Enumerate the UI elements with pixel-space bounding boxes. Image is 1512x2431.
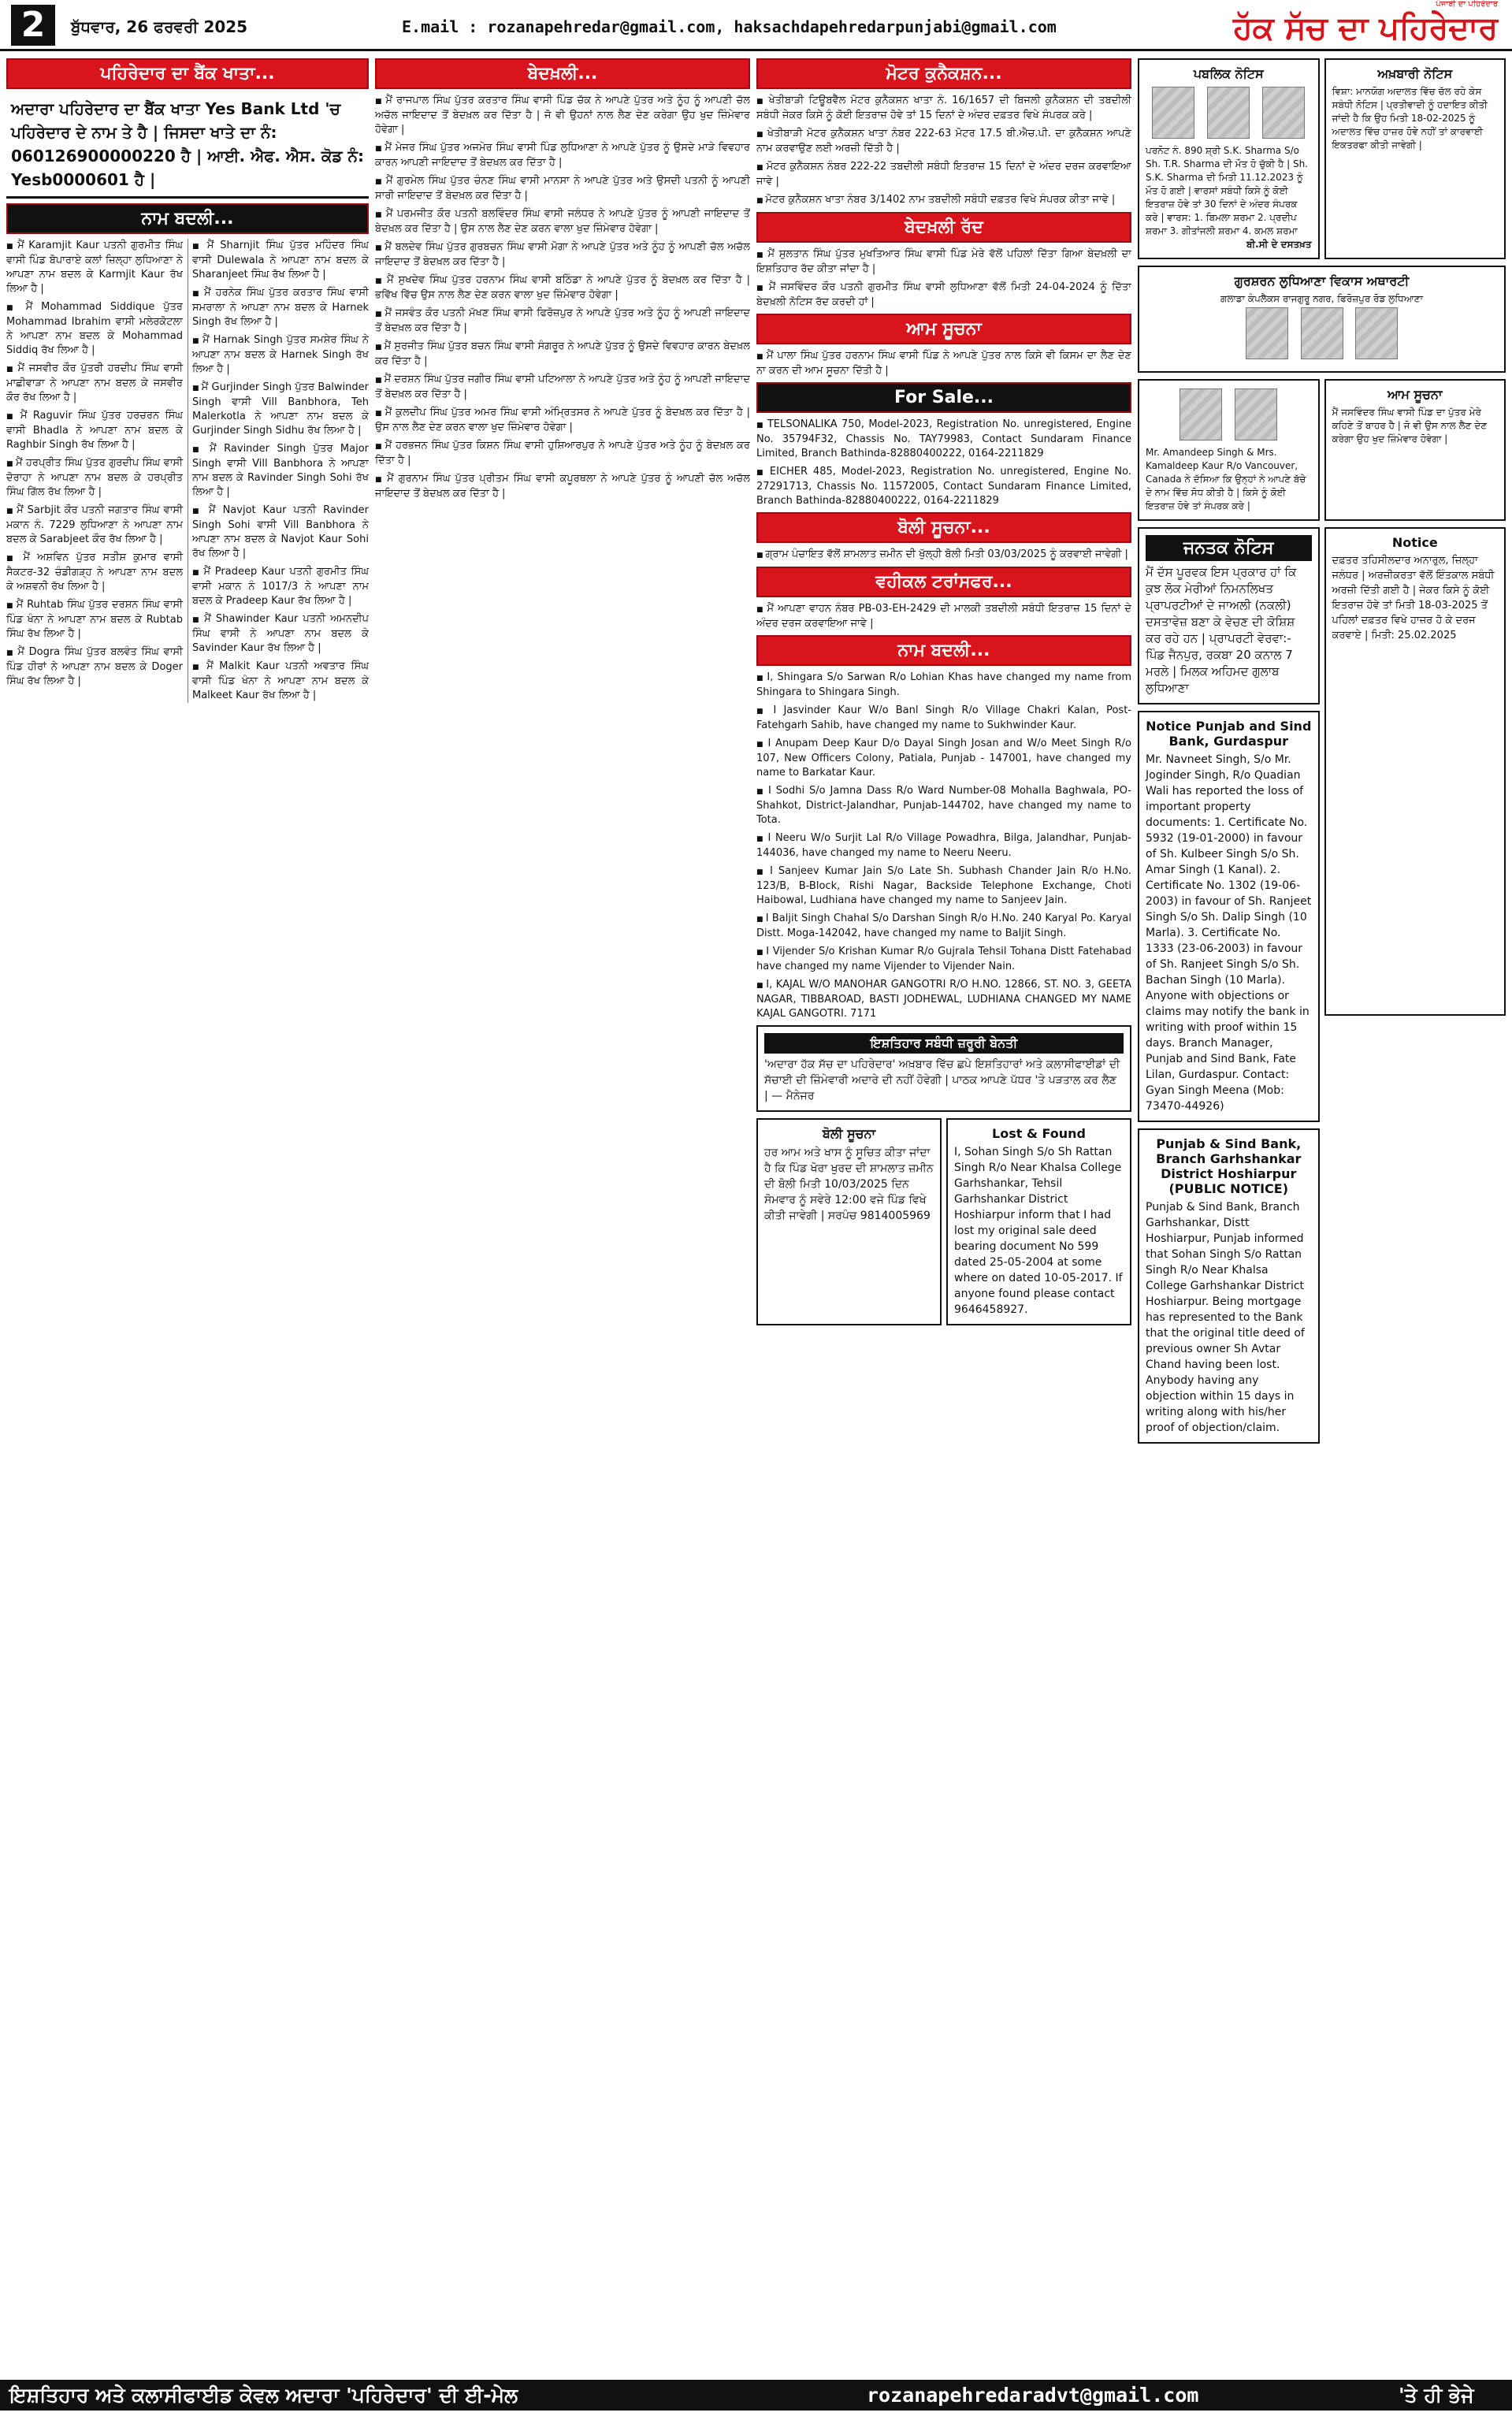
column-4 — [1138, 58, 1506, 2375]
psb-gurdaspur-body: Mr. Navneet Singh, S/o Mr. Joginder Singh, R/o Quadian Wali has reported the loss of important property documents: 1. Certificate No. 5932 (19-01-2000) in favour of Sh. Kulbeer Singh S/o Sh. Amar Singh (1 Kanal). 2. Certificate No. 1302 (19-06-2003) in favour of Sh. Ranjeet Singh S/o Sh. Dalip Singh (10 Marla). 3. Certificate No. 1333 (23-06-2003) in favour of Sh. Ranjeet Singh S/o Sh. Bachan Singh (10 Marla). Anyone with objections or claims may notify the bank in writing with proof within 15 days. Branch Manager, Punjab and Sind Bank, Fate Lilan, Gurdaspur. Contact: Gyan Singh Meena (Mob: 73470-44926) — [1146, 753, 1312, 1113]
auction-heading: ਬੋਲੀ ਸੂਚਨਾ... — [756, 512, 1131, 543]
name-change-entry: ■ I Vijender S/o Krishan Kumar R/o Gujrala Tehsil Tohana Distt Fatehabad have changed my name Vijender to Vijender Nain. — [756, 945, 1131, 974]
public-notice-text: ■ ਮੈਂ ਪਾਲਾ ਸਿੰਘ ਪੁੱਤਰ ਹਰਨਾਮ ਸਿੰਘ ਵਾਸੀ ਪਿੰਡ ਨੇ ਆਪਣੇ ਪੁੱਤਰ ਨਾਲ ਕਿਸੇ ਵੀ ਕਿਸਮ ਦਾ ਲੈਣ ਦੇਣ ਨਾ ਕਰਨ ਦੀ ਆਮ ਸੂਚਨਾ ਦਿੱਤੀ ਹੈ | — [756, 349, 1131, 378]
eviction-entry: ■ ਮੈਂ ਰਾਜਪਾਲ ਸਿੰਘ ਪੁੱਤਰ ਕਰਤਾਰ ਸਿੰਘ ਵਾਸੀ ਪਿੰਡ ਚੱਕ ਨੇ ਆਪਣੇ ਪੁੱਤਰ ਅਤੇ ਨੂੰਹ ਨੂੰ ਆਪਣੀ ਚੱਲ ਅਚੱਲ ਜਾਇਦਾਦ ਤੋਂ ਬੇਦਖ਼ਲ ਕਰ ਦਿੱਤਾ ਹੈ | ਜੋ ਵੀ ਉਹਨਾਂ ਨਾਲ ਲੈਣ ਦੇਣ ਕਰੇਗਾ ਉਹ ਖੁਦ ਜ਼ਿੰਮੇਵਾਰ ਹੋਵੇਗਾ | — [375, 94, 750, 137]
important-request-box — [756, 1025, 1131, 1112]
auction-ad-box — [756, 1118, 942, 1325]
court-notice-title: ਅਖ਼ਬਾਰੀ ਨੋਟਿਸ — [1377, 66, 1453, 81]
court-notice-body: ਵਿਸ਼ਾ: ਮਾਨਯੋਗ ਅਦਾਲਤ ਵਿੱਚ ਚੱਲ ਰਹੇ ਕੇਸ ਸਬੰਧੀ ਨੋਟਿਸ | ਪ੍ਰਤੀਵਾਦੀ ਨੂੰ ਹਦਾਇਤ ਕੀਤੀ ਜਾਂਦੀ ਹੈ ਕਿ ਉਹ ਮਿਤੀ 18-02-2025 ਨੂੰ ਅਦਾਲਤ ਵਿੱਚ ਹਾਜ਼ਰ ਹੋਵੇ ਨਹੀਂ ਤਾਂ ਕਾਰਵਾਈ ਇਕਤਰਫਾ ਕੀਤੀ ਜਾਵੇਗੀ | — [1332, 86, 1488, 151]
column-2 — [375, 58, 750, 2375]
general-notice-title: ਆਮ ਸੂਚਨਾ — [1387, 387, 1443, 402]
vehicle-transfer-text: ■ ਮੈਂ ਆਪਣਾ ਵਾਹਨ ਨੰਬਰ PB-03-EH-2429 ਦੀ ਮਾਲਕੀ ਤਬਦੀਲੀ ਸਬੰਧੀ ਇਤਰਾਜ਼ 15 ਦਿਨਾਂ ਦੇ ਅੰਦਰ ਦਰਜ ਕਰਵਾਇਆ ਜਾਵੇ | — [756, 602, 1131, 631]
eviction-entry: ■ ਮੈਂ ਸੁਰਜੀਤ ਸਿੰਘ ਪੁੱਤਰ ਬਚਨ ਸਿੰਘ ਵਾਸੀ ਸੰਗਰੂਰ ਨੇ ਆਪਣੇ ਪੁੱਤਰ ਨੂੰ ਉਸਦੇ ਵਿਵਹਾਰ ਕਾਰਨ ਬੇਦਖ਼ਲ ਕਰ ਦਿੱਤਾ ਹੈ | — [375, 340, 750, 369]
issue-date: ਬੁੱਧਵਾਰ, 26 ਫਰਵਰੀ 2025 — [71, 17, 248, 36]
psb-gurdaspur-box — [1138, 711, 1320, 1122]
name-change-entry: ■ ਮੈਂ Navjot Kaur ਪਤਨੀ Ravinder Singh Sohi ਵਾਸੀ Vill Banbhora ਨੇ ਆਪਣਾ ਨਾਮ ਬਦਲ ਕੇ Navjot Kaur Sohi ਰੱਖ ਲਿਆ ਹੈ | — [192, 504, 369, 561]
for-sale-entry: ■ TELSONALIKA 750, Model-2023, Registration No. unregistered, Engine No. 35794F32, Chassis No. TAY79983, Contact Sundaram Finance Limited, Branch Bathinda-82880400222, 0164-2211829 — [756, 418, 1131, 461]
eviction-list — [375, 94, 750, 501]
janak-notice-title: ਜਨਤਕ ਨੋਟਿਸ — [1146, 535, 1312, 561]
eviction-entry: ■ ਮੈਂ ਦਰਸ਼ਨ ਸਿੰਘ ਪੁੱਤਰ ਜਗੀਰ ਸਿੰਘ ਵਾਸੀ ਪਟਿਆਲਾ ਨੇ ਆਪਣੇ ਪੁੱਤਰ ਅਤੇ ਨੂੰਹ ਨੂੰ ਆਪਣੀ ਜਾਇਦਾਦ ਤੋਂ ਬੇਦਖ਼ਲ ਕਰ ਦਿੱਤਾ ਹੈ | — [375, 373, 750, 402]
masthead-subtitle: ਪੰਜਾਬੀ ਦਾ ਪਹਿਰੇਦਾਰ — [1436, 0, 1498, 9]
name-change-entry: ■ ਮੈਂ Sarbjit ਕੌਰ ਪਤਨੀ ਜਗਤਾਰ ਸਿੰਘ ਵਾਸੀ ਮਕਾਨ ਨੰ. 7229 ਲੁਧਿਆਣਾ ਨੇ ਆਪਣਾ ਨਾਮ ਬਦਲ ਕੇ Sarabjeet ਕੌਰ ਰੱਖ ਲਿਆ ਹੈ | — [6, 504, 183, 547]
name-change-entry: ■ I Baljit Singh Chahal S/o Darshan Singh R/o H.No. 240 Karyal Po. Karyal Distt. Moga-142042, have changed my name to Baljit Singh. — [756, 912, 1131, 941]
name-change-entry: ■ ਮੈਂ Raguvir ਸਿੰਘ ਪੁੱਤਰ ਹਰਚਰਨ ਸਿੰਘ ਵਾਸੀ Bhadla ਨੇ ਆਪਣਾ ਨਾਮ ਬਦਲ ਕੇ Raghbir Singh ਰੱਖ ਲਿਆ ਹੈ | — [6, 409, 183, 452]
lost-found-text: I, Sohan Singh S/o Sh Rattan Singh R/o Near Khalsa College Garhshankar, Tehsil Garhshankar District Hoshiarpur inform that I had lost my original sale deed bearing document No 599 dated 25-05-2004 at some where on dated 10-05-2017. If anyone found please contact 9646458927. — [954, 1146, 1123, 1316]
canada-photos — [1146, 387, 1312, 446]
public-notice-title: ਪਬਲਿਕ ਨੋਟਿਸ — [1193, 66, 1264, 81]
motor-entry: ■ ਮੋਟਰ ਕੁਨੈਕਸ਼ਨ ਖਾਤਾ ਨੰਬਰ 3/1402 ਨਾਮ ਤਬਦੀਲੀ ਸਬੰਧੀ ਦਫ਼ਤਰ ਵਿਖੇ ਸੰਪਰਕ ਕੀਤਾ ਜਾਵੇ | — [756, 193, 1131, 208]
motor-list — [756, 94, 1131, 208]
eviction-cancel-list — [756, 247, 1131, 310]
psb-gurdaspur-title: Notice Punjab and Sind Bank, Gurdaspur — [1146, 719, 1312, 749]
motor-entry: ■ ਖੇਤੀਬਾੜੀ ਮੋਟਰ ਕੁਨੈਕਸ਼ਨ ਖਾਤਾ ਨੰਬਰ 222-63 ਮੋਟਰ 17.5 ਬੀ.ਐਚ.ਪੀ. ਦਾ ਕੁਨੈਕਸ਼ਨ ਆਪਣੇ ਨਾਮ ਕਰਵਾਉਣ ਲਈ ਅਰਜ਼ੀ ਦਿੱਤੀ ਹੈ | — [756, 127, 1131, 156]
vehicle-transfer-heading: ਵਹੀਕਲ ਟਰਾਂਸਫਰ... — [756, 567, 1131, 597]
masthead-logo: ਹੱਕ ਸੱਚ ਦਾ ਪਹਿਰੇਦਾਰ — [1233, 9, 1498, 46]
tehsildar-notice-box — [1324, 527, 1506, 1016]
person-photo — [1246, 307, 1288, 359]
person-photo — [1180, 388, 1222, 440]
eviction-cancel-entry: ■ ਮੈਂ ਜਸਵਿੰਦਰ ਕੌਰ ਪਤਨੀ ਗੁਰਮੀਤ ਸਿੰਘ ਵਾਸੀ ਲੁਧਿਆਣਾ ਵੱਲੋਂ ਮਿਤੀ 24-04-2024 ਨੂੰ ਦਿੱਤਾ ਬੇਦਖ਼ਲੀ ਨੋਟਿਸ ਰੱਦ ਕਰਦੀ ਹਾਂ | — [756, 281, 1131, 310]
footer-text: ਇਸ਼ਤਿਹਾਰ ਅਤੇ ਕਲਾਸੀਫਾਈਡ ਕੇਵਲ ਅਦਾਰਾ 'ਪਹਿਰੇਦਾਰ' ਦੀ ਈ-ਮੇਲ — [9, 2384, 518, 2407]
name-change-entry: ■ ਮੈਂ Malkit Kaur ਪਤਨੀ ਅਵਤਾਰ ਸਿੰਘ ਵਾਸੀ ਪਿੰਡ ਖੰਨਾ ਨੇ ਆਪਣਾ ਨਾਮ ਬਦਲ ਕੇ Malkeet Kaur ਰੱਖ ਲਿਆ ਹੈ | — [192, 660, 369, 703]
canada-notice-body: Mr. Amandeep Singh & Mrs. Kamaldeep Kaur R/o Vancouver, Canada ਨੇ ਦੱਸਿਆ ਕਿ ਉਨ੍ਹਾਂ ਨੇ ਆਪਣੇ ਬੱਚੇ ਦੇ ਨਾਮ ਵਿੱਚ ਸੋਧ ਕੀਤੀ ਹੈ | ਕਿਸੇ ਨੂੰ ਕੋਈ ਇਤਰਾਜ਼ ਹੋਵੇ ਤਾਂ ਸੰਪਰਕ ਕਰੇ | — [1146, 447, 1306, 511]
name-change-entry: ■ I, KAJAL W/O MANOHAR GANGOTRI R/O H.NO. 12866, ST. NO. 3, GEETA NAGAR, TIBBAROAD, BASTI JODHEWAL, LUDHIANA CHANGED MY NAME KAJAL GANGOTRI. 7171 — [756, 978, 1131, 1021]
name-change-heading: ਨਾਮ ਬਦਲੀ... — [6, 203, 369, 234]
name-change-entry: ■ ਮੈਂ Gurjinder Singh ਪੁੱਤਰ Balwinder Singh ਵਾਸੀ Vill Banbhora, Teh Malerkotla ਨੇ ਆਪਣਾ ਨਾਮ ਬਦਲ ਕੇ Gurjinder Singh Sidhu ਰੱਖ ਲਿਆ ਹੈ | — [192, 381, 369, 438]
bank-heading: ਪਹਿਰੇਦਾਰ ਦਾ ਬੈਂਕ ਖਾਤਾ... — [6, 58, 369, 89]
motor-heading: ਮੋਟਰ ਕੁਨੈਕਸ਼ਨ... — [756, 58, 1131, 89]
canada-notice-box — [1138, 379, 1320, 521]
name-change-entry: ■ ਮੈਂ Ruhtab ਸਿੰਘ ਪੁੱਤਰ ਦਰਸ਼ਨ ਸਿੰਘ ਵਾਸੀ ਪਿੰਡ ਖੰਨਾ ਨੇ ਆਪਣਾ ਨਾਮ ਬਦਲ ਕੇ Rubtab ਸਿੰਘ ਰੱਖ ਲਿਆ ਹੈ | — [6, 598, 183, 641]
column-3 — [756, 58, 1131, 2375]
header-email: E.mail : rozanapehredar@gmail.com, haksachdapehredarpunjabi@gmail.com — [402, 17, 1057, 36]
glada-title: ਗੁਰਸ਼ਰਨ ਲੁਧਿਆਣਾ ਵਿਕਾਸ ਅਥਾਰਟੀ — [1234, 273, 1410, 288]
footer-email: rozanapehredaradvt@gmail.com — [867, 2384, 1199, 2407]
auction-ad-title: ਬੋਲੀ ਸੂਚਨਾ — [822, 1126, 876, 1141]
psb-garhshankar-box — [1138, 1128, 1320, 1444]
notice-photos — [1146, 85, 1312, 144]
request-title: ਇਸ਼ਤਿਹਾਰ ਸਬੰਧੀ ਜ਼ਰੂਰੀ ਬੇਨਤੀ — [764, 1033, 1124, 1054]
public-notice-heading: ਆਮ ਸੂਚਨਾ — [756, 314, 1131, 344]
psb-garhshankar-title: Punjab & Sind Bank, Branch Garhshankar District Hoshiarpur (PUBLIC NOTICE) — [1156, 1136, 1302, 1196]
name-change-entry: ■ ਮੈਂ ਅਸ਼ਵਿਨ ਪੁੱਤਰ ਸਤੀਸ਼ ਕੁਮਾਰ ਵਾਸੀ ਸੈਕਟਰ-32 ਚੰਡੀਗੜ੍ਹ ਨੇ ਆਪਣਾ ਨਾਮ ਬਦਲ ਕੇ ਅਸ਼ਵਨੀ ਰੱਖ ਲਿਆ ਹੈ | — [6, 551, 183, 594]
auction-text: ■ ਗ੍ਰਾਮ ਪੰਚਾਇਤ ਵੱਲੋਂ ਸ਼ਾਮਲਾਤ ਜ਼ਮੀਨ ਦੀ ਖੁੱਲ੍ਹੀ ਬੋਲੀ ਮਿਤੀ 03/03/2025 ਨੂੰ ਕਰਵਾਈ ਜਾਵੇਗੀ | — [756, 548, 1131, 563]
person-photo — [1207, 87, 1250, 139]
general-notice-body: ਮੈਂ ਜਸਵਿੰਦਰ ਸਿੰਘ ਵਾਸੀ ਪਿੰਡ ਦਾ ਪੁੱਤਰ ਮੇਰੇ ਕਹਿਣੇ ਤੋਂ ਬਾਹਰ ਹੈ | ਜੋ ਵੀ ਉਸ ਨਾਲ ਲੈਣ ਦੇਣ ਕਰੇਗਾ ਉਹ ਖੁਦ ਜ਼ਿੰਮੇਵਾਰ ਹੋਵੇਗਾ | — [1332, 407, 1488, 444]
footer-tail: 'ਤੇ ਹੀ ਭੇਜੇ ਜਾਣ | — [1399, 2384, 1474, 2430]
notices-row-1 — [1138, 58, 1506, 266]
eviction-entry: ■ ਮੈਂ ਗੁਰਮੇਲ ਸਿੰਘ ਪੁੱਤਰ ਚੰਨਣ ਸਿੰਘ ਵਾਸੀ ਮਾਨਸਾ ਨੇ ਆਪਣੇ ਪੁੱਤਰ ਅਤੇ ਉਸਦੀ ਪਤਨੀ ਨੂੰ ਆਪਣੀ ਸਾਰੀ ਜਾਇਦਾਦ ਤੋਂ ਬੇਦਖ਼ਲ ਕਰ ਦਿੱਤਾ ਹੈ | — [375, 174, 750, 203]
glada-address: ਗਲਾਡਾ ਕੰਪਲੈਕਸ ਰਾਜਗੁਰੂ ਨਗਰ, ਫਿਰੋਜ਼ਪੁਰ ਰੋਡ ਲੁਧਿਆਣਾ — [1220, 293, 1424, 304]
person-photo — [1152, 87, 1194, 139]
lost-found-box — [946, 1118, 1131, 1325]
column-1 — [6, 58, 369, 2375]
tehsildar-notice-title: Notice — [1391, 535, 1438, 550]
page-footer — [0, 2380, 1512, 2430]
glada-box — [1138, 266, 1506, 373]
name-change-entry: ■ ਮੈਂ Karamjit Kaur ਪਤਨੀ ਗੁਰਮੀਤ ਸਿੰਘ ਵਾਸੀ ਪਿੰਡ ਬੋਪਾਰਾਏ ਕਲਾਂ ਜ਼ਿਲ੍ਹਾ ਲੁਧਿਆਣਾ ਨੇ ਆਪਣਾ ਨਾਮ ਬਦਲ ਕੇ Karmjit Kaur ਰੱਖ ਲਿਆ ਹੈ | — [6, 239, 183, 296]
eviction-entry: ■ ਮੈਂ ਬਲਦੇਵ ਸਿੰਘ ਪੁੱਤਰ ਗੁਰਬਚਨ ਸਿੰਘ ਵਾਸੀ ਮੋਗਾ ਨੇ ਆਪਣੇ ਪੁੱਤਰ ਅਤੇ ਨੂੰਹ ਨੂੰ ਆਪਣੀ ਚੱਲ ਅਚੱਲ ਜਾਇਦਾਦ ਤੋਂ ਬੇਦਖ਼ਲ ਕਰ ਦਿੱਤਾ ਹੈ | — [375, 240, 750, 269]
bottom-ads — [756, 1118, 1131, 1332]
name-change-entry: ■ ਮੈਂ Mohammad Siddique ਪੁੱਤਰ Mohammad Ibrahim ਵਾਸੀ ਮਲੇਰਕੋਟਲਾ ਨੇ ਆਪਣਾ ਨਾਮ ਬਦਲ ਕੇ Mohammad Siddiq ਰੱਖ ਲਿਆ ਹੈ | — [6, 300, 183, 358]
name-change-entry: ■ I Sanjeev Kumar Jain S/o Late Sh. Subhash Chander Jain R/o H.No. 123/B, B-Block, Rishi Nagar, Backside Telephone Exchange, Choti Haibowal, Ludhiana have changed my name to Sanjeev Jain. — [756, 864, 1131, 908]
glada-photos — [1146, 306, 1498, 365]
eviction-entry: ■ ਮੈਂ ਕੁਲਦੀਪ ਸਿੰਘ ਪੁੱਤਰ ਅਮਰ ਸਿੰਘ ਵਾਸੀ ਅੰਮ੍ਰਿਤਸਰ ਨੇ ਆਪਣੇ ਪੁੱਤਰ ਨੂੰ ਬੇਦਖ਼ਲ ਕਰ ਦਿੱਤਾ ਹੈ | ਉਸ ਨਾਲ ਲੈਣ ਦੇਣ ਕਰਨ ਵਾਲਾ ਖੁਦ ਜ਼ਿੰਮੇਵਾਰ ਹੋਵੇਗਾ | — [375, 406, 750, 435]
lost-found-title: Lost & Found — [992, 1126, 1086, 1141]
auction-ad-text: ਹਰ ਆਮ ਅਤੇ ਖਾਸ ਨੂੰ ਸੂਚਿਤ ਕੀਤਾ ਜਾਂਦਾ ਹੈ ਕਿ ਪਿੰਡ ਖੋਰਾ ਖੁਰਦ ਦੀ ਸ਼ਾਮਲਾਤ ਜ਼ਮੀਨ ਦੀ ਬੋਲੀ ਮਿਤੀ 10/03/2025 ਦਿਨ ਸੋਮਵਾਰ ਨੂੰ ਸਵੇਰੇ 12:00 ਵਜੇ ਪਿੰਡ ਵਿਖੇ ਕੀਤੀ ਜਾਵੇਗੀ | ਸਰਪੰਚ 9814005969 — [764, 1147, 934, 1222]
bank-account-text: ਅਦਾਰਾ ਪਹਿਰੇਦਾਰ ਦਾ ਬੈਂਕ ਖਾਤਾ Yes Bank Ltd 'ਚ ਪਹਿਰੇਦਾਰ ਦੇ ਨਾਮ ਤੇ ਹੈ | ਜਿਸਦਾ ਖਾਤੇ ਦਾ ਨੰ: 060126900000220 ਹੈ | ਆਈ. ਐਫ. ਐਸ. ਕੋਡ ਨੰ: Yesb0000601 ਹੈ | — [6, 94, 369, 199]
eviction-entry: ■ ਮੈਂ ਮੇਜਰ ਸਿੰਘ ਪੁੱਤਰ ਅਜਮੇਰ ਸਿੰਘ ਵਾਸੀ ਪਿੰਡ ਲੁਧਿਆਣਾ ਨੇ ਆਪਣੇ ਪੁੱਤਰ ਨੂੰ ਉਸਦੇ ਮਾੜੇ ਵਿਵਹਾਰ ਕਾਰਨ ਆਪਣੀ ਜਾਇਦਾਦ ਤੋਂ ਬੇਦਖ਼ਲ ਕਰ ਦਿੱਤਾ ਹੈ | — [375, 141, 750, 170]
page-number: 2 — [11, 5, 55, 46]
name-change-entry: ■ ਮੈਂ Ravinder Singh ਪੁੱਤਰ Major Singh ਵਾਸੀ Vill Banbhora ਨੇ ਆਪਣਾ ਨਾਮ ਬਦਲ ਕੇ Ravinder Singh Sohi ਰੱਖ ਲਿਆ ਹੈ | — [192, 442, 369, 500]
janak-notice-body: ਮੈਂ ਦੱਸ ਪੂਰਵਕ ਇਸ ਪ੍ਰਕਾਰ ਹਾਂ ਕਿ ਕੁਝ ਲੋਕ ਮੇਰੀਆਂ ਨਿਮਨਲਿਖਤ ਪ੍ਰਾਪਰਟੀਆਂ ਦੇ ਜਾਅਲੀ (ਨਕਲੀ) ਦਸਤਾਵੇਜ਼ ਬਣਾ ਕੇ ਵੇਚਣ ਦੀ ਕੋਸ਼ਿਸ਼ ਕਰ ਰਹੇ ਹਨ | ਪ੍ਰਾਪਰਟੀ ਵੇਰਵਾ:- ਪਿੰਡ ਜੈਨਪੁਰ, ਰਕਬਾ 20 ਕਨਾਲ 7 ਮਰਲੇ | ਮਿਲਕ ਅਹਿਮਦ ਗੁਲਾਬ ਲੁਧਿਆਣਾ — [1146, 565, 1297, 695]
for-sale-heading: For Sale... — [756, 382, 1131, 413]
motor-entry: ■ ਖੇਤੀਬਾੜੀ ਟਿਊਬਵੈੱਲ ਮੋਟਰ ਕੁਨੈਕਸ਼ਨ ਖਾਤਾ ਨੰ. 16/1657 ਦੀ ਬਿਜਲੀ ਕੁਨੈਕਸ਼ਨ ਦੀ ਤਬਦੀਲੀ ਸਬੰਧੀ ਜੇਕਰ ਕਿਸੇ ਨੂੰ ਕੋਈ ਇਤਰਾਜ਼ ਹੋਵੇ ਤਾਂ 15 ਦਿਨਾਂ ਦੇ ਅੰਦਰ ਦਫ਼ਤਰ ਵਿਖੇ ਸੰਪਰਕ ਕਰੇ | — [756, 94, 1131, 123]
notices-row-3 — [1138, 527, 1506, 1450]
for-sale-entry: ■ EICHER 485, Model-2023, Registration No. unregistered, Engine No. 27291713, Chassis No. 11572005, Contact Sundaram Finance Limited, Branch Bathinda-82880400222, 0164-2211829 — [756, 465, 1131, 508]
name-change-entry: ■ I, Shingara S/o Sarwan R/o Lohian Khas have changed my name from Shingara to Shingara Singh. — [756, 671, 1131, 700]
name-change-entry: ■ ਮੈਂ ਹਰਨੇਕ ਸਿੰਘ ਪੁੱਤਰ ਕਰਤਾਰ ਸਿੰਘ ਵਾਸੀ ਸਮਰਾਲਾ ਨੇ ਆਪਣਾ ਨਾਮ ਬਦਲ ਕੇ Harnek Singh ਰੱਖ ਲਿਆ ਹੈ | — [192, 286, 369, 329]
name-change-entry: ■ I Anupam Deep Kaur D/o Dayal Singh Josan and W/o Meet Singh R/o 107, New Officers Colony, Patiala, Punjab - 147001, have changed my name to Barkatar Kaur. — [756, 737, 1131, 780]
name-change-entry: ■ ਮੈਂ Dogra ਸਿੰਘ ਪੁੱਤਰ ਬਲਵੰਤ ਸਿੰਘ ਵਾਸੀ ਪਿੰਡ ਹੀਰਾਂ ਨੇ ਆਪਣਾ ਨਾਮ ਬਦਲ ਕੇ Doger ਸਿੰਘ ਰੱਖ ਲਿਆ ਹੈ | — [6, 645, 183, 689]
eviction-entry: ■ ਮੈਂ ਪਰਮਜੀਤ ਕੌਰ ਪਤਨੀ ਬਲਵਿੰਦਰ ਸਿੰਘ ਵਾਸੀ ਜਲੰਧਰ ਨੇ ਆਪਣੇ ਪੁੱਤਰ ਨੂੰ ਆਪਣੀ ਜਾਇਦਾਦ ਤੋਂ ਬੇਦਖ਼ਲ ਕਰ ਦਿੱਤਾ ਹੈ | ਉਸ ਨਾਲ ਲੈਣ ਦੇਣ ਕਰਨ ਵਾਲਾ ਖੁਦ ਜ਼ਿੰਮੇਵਾਰ ਹੋਵੇਗਾ | — [375, 207, 750, 236]
for-sale-list — [756, 418, 1131, 508]
public-notice-body: ਪਰਨੋਟ ਨੰ. 890 ਸ਼੍ਰੀ S.K. Sharma S/o Sh. T.R. Sharma ਦੀ ਮੌਤ ਹੋ ਚੁੱਕੀ ਹੈ | Sh. S.K. Sharma ਦੀ ਮਿਤੀ 11.12.2023 ਨੂੰ ਮੌਤ ਹੋ ਗਈ | ਵਾਰਸਾਂ ਸਬੰਧੀ ਕਿਸੇ ਨੂੰ ਕੋਈ ਇਤਰਾਜ਼ ਹੋਵੇ ਤਾਂ 30 ਦਿਨਾਂ ਦੇ ਅੰਦਰ ਸੰਪਰਕ ਕਰੇ | ਵਾਰਸ: 1. ਬਿਮਲਾ ਸ਼ਰਮਾ 2. ਪ੍ਰਦੀਪ ਸ਼ਰਮਾ 3. ਗੀਤਾਂਜਲੀ ਸ਼ਰਮਾ 4. ਕਮਲ ਸ਼ਰਮਾ — [1146, 145, 1308, 236]
name-change-entry: ■ I Neeru W/o Surjit Lal R/o Village Powadhra, Bilga, Jalandhar, Punjab-144036, have changed my name to Neeru Neeru. — [756, 831, 1131, 861]
name-change-entry: ■ ਮੈਂ Shawinder Kaur ਪਤਨੀ ਅਮਨਦੀਪ ਸਿੰਘ ਵਾਸੀ ਨੇ ਆਪਣਾ ਨਾਮ ਬਦਲ ਕੇ Savinder Kaur ਰੱਖ ਲਿਆ ਹੈ | — [192, 612, 369, 656]
psb-garhshankar-body: Punjab & Sind Bank, Branch Garhshankar, Distt Hoshiarpur, Punjab informed that Sohan Singh S/o Rattan Singh R/o Near Khalsa College Garhshankar District Hoshiarpur. Being mortgage has represented to the Bank that the original title deed of previous owner Sh Avtar Chand having been lost. Anybody having any objection within 15 days in writing along with his/her proof of objection/claim. — [1146, 1201, 1305, 1434]
eviction-entry: ■ ਮੈਂ ਜਸਵੰਤ ਕੌਰ ਪਤਨੀ ਮੱਖਣ ਸਿੰਘ ਵਾਸੀ ਫਿਰੋਜ਼ਪੁਰ ਨੇ ਆਪਣੇ ਪੁੱਤਰ ਅਤੇ ਨੂੰਹ ਨੂੰ ਆਪਣੀ ਜਾਇਦਾਦ ਤੋਂ ਬੇਦਖ਼ਲ ਕਰ ਦਿੱਤਾ ਹੈ | — [375, 307, 750, 336]
janak-notice-box — [1138, 527, 1320, 704]
name-change-entry: ■ ਮੈਂ ਜਸਵੀਰ ਕੌਰ ਪੁੱਤਰੀ ਹਰਦੀਪ ਸਿੰਘ ਵਾਸੀ ਮਾਛੀਵਾੜਾ ਨੇ ਆਪਣਾ ਨਾਮ ਬਦਲ ਕੇ ਜਸਵੀਰ ਕੌਰ ਰੱਖ ਲਿਆ ਹੈ | — [6, 362, 183, 405]
name-change-list — [6, 239, 369, 703]
eviction-entry: ■ ਮੈਂ ਹਰਭਜਨ ਸਿੰਘ ਪੁੱਤਰ ਕਿਸ਼ਨ ਸਿੰਘ ਵਾਸੀ ਹੁਸ਼ਿਆਰਪੁਰ ਨੇ ਆਪਣੇ ਪੁੱਤਰ ਅਤੇ ਨੂੰਹ ਨੂੰ ਬੇਦਖ਼ਲ ਕਰ ਦਿੱਤਾ ਹੈ | — [375, 439, 750, 468]
name-change-entry: ■ ਮੈਂ Pradeep Kaur ਪਤਨੀ ਗੁਰਮੀਤ ਸਿੰਘ ਵਾਸੀ ਮਕਾਨ ਨੰ 1017/3 ਨੇ ਆਪਣਾ ਨਾਮ ਬਦਲ ਕੇ Pradeep Kaur ਰੱਖ ਲਿਆ ਹੈ | — [192, 565, 369, 608]
name-change-heading-2: ਨਾਮ ਬਦਲੀ... — [756, 635, 1131, 666]
person-photo — [1262, 87, 1305, 139]
eviction-cancel-entry: ■ ਮੈਂ ਸੁਲਤਾਨ ਸਿੰਘ ਪੁੱਤਰ ਮੁਖਤਿਆਰ ਸਿੰਘ ਵਾਸੀ ਪਿੰਡ ਮੇਰੇ ਵੱਲੋਂ ਪਹਿਲਾਂ ਦਿੱਤਾ ਗਿਆ ਬੇਦਖ਼ਲੀ ਦਾ ਇਸ਼ਤਿਹਾਰ ਰੱਦ ਕੀਤਾ ਜਾਂਦਾ ਹੈ | — [756, 247, 1131, 277]
tehsildar-notice-body: ਦਫ਼ਤਰ ਤਹਿਸੀਲਦਾਰ ਅਨਾਰੁਲ, ਜ਼ਿਲ੍ਹਾ ਜਲੰਧਰ | ਅਰਜ਼ੀਕਰਤਾ ਵੱਲੋਂ ਇੰਤਕਾਲ ਸਬੰਧੀ ਅਰਜ਼ੀ ਦਿੱਤੀ ਗਈ ਹੈ | ਜੇਕਰ ਕਿਸੇ ਨੂੰ ਕੋਈ ਇਤਰਾਜ਼ ਹੋਵੇ ਤਾਂ ਮਿਤੀ 18-03-2025 ਤੋਂ ਪਹਿਲਾਂ ਦਫ਼ਤਰ ਵਿਖੇ ਹਾਜ਼ਰ ਹੋ ਕੇ ਦਰਜ ਕਰਵਾਏ | ਮਿਤੀ: 25.02.2025 — [1332, 555, 1495, 641]
person-photo — [1235, 388, 1277, 440]
name-change-entry: ■ I Jasvinder Kaur W/o Banl Singh R/o Village Chakri Kalan, Post-Fatehgarh Sahib, have changed my name to Sukhwinder Kaur. — [756, 704, 1131, 733]
eviction-cancel-heading: ਬੇਦਖ਼ਲੀ ਰੱਦ — [756, 212, 1131, 243]
eviction-entry: ■ ਮੈਂ ਗੁਰਨਾਮ ਸਿੰਘ ਪੁੱਤਰ ਪ੍ਰੀਤਮ ਸਿੰਘ ਵਾਸੀ ਕਪੂਰਥਲਾ ਨੇ ਆਪਣੇ ਪੁੱਤਰ ਨੂੰ ਆਪਣੀ ਚੱਲ ਅਚੱਲ ਜਾਇਦਾਦ ਤੋਂ ਬੇਦਖ਼ਲ ਕਰ ਦਿੱਤਾ ਹੈ | — [375, 472, 750, 501]
name-change-entry: ■ ਮੈਂ Harnak Singh ਪੁੱਤਰ ਸਮਸ਼ੇਰ ਸਿੰਘ ਨੇ ਆਪਣਾ ਨਾਮ ਬਦਲ ਕੇ Harnek Singh ਰੱਖ ਲਿਆ ਹੈ | — [192, 333, 369, 377]
court-notice-box — [1324, 58, 1506, 259]
page-header — [0, 0, 1512, 51]
left-stack — [1138, 527, 1320, 1450]
eviction-heading: ਬੇਦਖ਼ਲੀ... — [375, 58, 750, 89]
name-change-entry: ■ ਮੈਂ ਹਰਪ੍ਰੀਤ ਸਿੰਘ ਪੁੱਤਰ ਗੁਰਦੀਪ ਸਿੰਘ ਵਾਸੀ ਦੋਰਾਹਾ ਨੇ ਆਪਣਾ ਨਾਮ ਬਦਲ ਕੇ ਹਰਪ੍ਰੀਤ ਸਿੰਘ ਗਿੱਲ ਰੱਖ ਲਿਆ ਹੈ | — [6, 456, 183, 500]
name-change-entry: ■ ਮੈਂ Sharnjit ਸਿੰਘ ਪੁੱਤਰ ਮਹਿੰਦਰ ਸਿੰਘ ਵਾਸੀ Dulewala ਨੇ ਆਪਣਾ ਨਾਮ ਬਦਲ ਕੇ Sharanjeet ਸਿੰਘ ਰੱਖ ਲਿਆ ਹੈ | — [192, 239, 369, 282]
eviction-entry: ■ ਮੈਂ ਸੁਖਦੇਵ ਸਿੰਘ ਪੁੱਤਰ ਹਰਨਾਮ ਸਿੰਘ ਵਾਸੀ ਬਠਿੰਡਾ ਨੇ ਆਪਣੇ ਪੁੱਤਰ ਨੂੰ ਬੇਦਖ਼ਲ ਕਰ ਦਿੱਤਾ ਹੈ | ਭਵਿੱਖ ਵਿੱਚ ਉਸ ਨਾਲ ਲੈਣ ਦੇਣ ਕਰਨ ਵਾਲਾ ਖੁਦ ਜ਼ਿੰਮੇਵਾਰ ਹੋਵੇਗਾ | — [375, 273, 750, 303]
request-text: 'ਅਦਾਰਾ ਹੱਕ ਸੱਚ ਦਾ ਪਹਿਰੇਦਾਰ' ਅਖ਼ਬਾਰ ਵਿੱਚ ਛਪੇ ਇਸ਼ਤਿਹਾਰਾਂ ਅਤੇ ਕਲਾਸੀਫਾਈਡਾਂ ਦੀ ਸੱਚਾਈ ਦੀ ਜ਼ਿੰਮੇਵਾਰੀ ਅਦਾਰੇ ਦੀ ਨਹੀਂ ਹੋਵੇਗੀ | ਪਾਠਕ ਆਪਣੇ ਪੱਧਰ 'ਤੇ ਪੜਤਾਲ ਕਰ ਲੈਣ | — ਮੈਨੇਜਰ — [764, 1058, 1120, 1102]
public-notice-signature: ਬੀ.ਸੀ ਦੇ ਦਸਤਖ਼ਤ — [1246, 239, 1312, 250]
person-photo — [1301, 307, 1343, 359]
english-name-change-list — [756, 671, 1131, 1021]
public-notice-box — [1138, 58, 1320, 259]
name-change-entry: ■ I Sodhi S/o Jamna Dass R/o Ward Number-08 Mohalla Baghwala, PO-Shahkot, District-Jalandhar, Punjab-144702, have changed my name to Tota. — [756, 784, 1131, 827]
person-photo — [1355, 307, 1398, 359]
notices-row-2 — [1138, 379, 1506, 527]
right-stack — [1324, 527, 1506, 1450]
motor-entry: ■ ਮੋਟਰ ਕੁਨੈਕਸ਼ਨ ਨੰਬਰ 222-22 ਤਬਦੀਲੀ ਸਬੰਧੀ ਇਤਰਾਜ਼ 15 ਦਿਨਾਂ ਦੇ ਅੰਦਰ ਦਰਜ ਕਰਵਾਇਆ ਜਾਵੇ | — [756, 160, 1131, 189]
general-notice-box — [1324, 379, 1506, 521]
